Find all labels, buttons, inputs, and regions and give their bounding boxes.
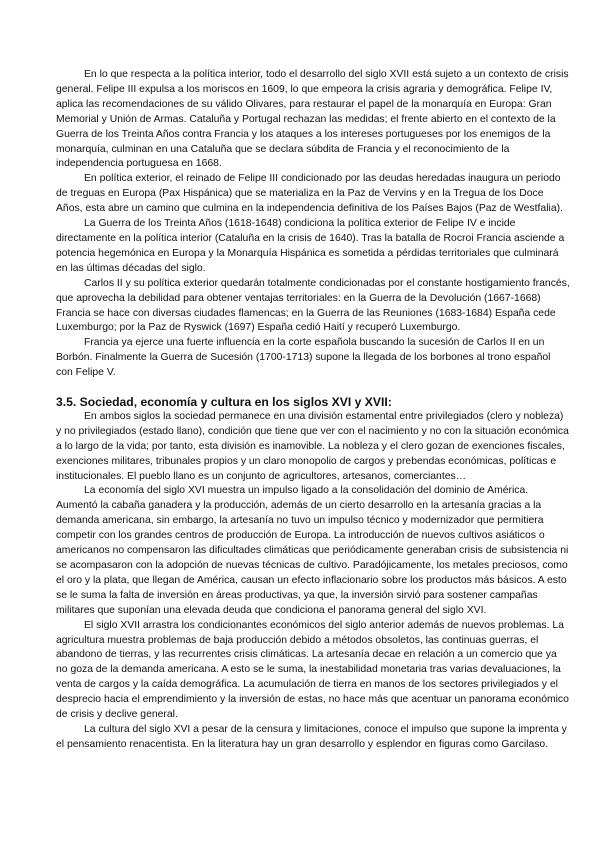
paragraph-economia-xvii: El siglo XVII arrastra los condicionantes económicos del siglo anterior además de nuevos problemas. La agricultura muestra problemas de baja producción debido a métodos obsoletos, las continuas guerras, el abandono de tierras, y las recurrentes crisis climáticas. La artesanía decae en relación a un comercio que ya no goza de la demanda americana. A esto se le suma, la inestabilidad monetaria tras varias devaluaciones, la venta de cargos y la caída demográfica. La acumulación de tierra en manos de los sectores privilegiados y el desprecio hacia el emprendimiento y la inversión de estas, no hace más que acentuar un panorama económico de crisis y declive general. [56, 619, 569, 721]
paragraph-economia-xvi: La economía del siglo XVI muestra un impulso ligado a la consolidación del dominio de América. Aumentó la cabaña ganadera y la producción, además de un cierto desarrollo en la artesanía gracias a la demanda americana, sin embargo, la artesanía no tuvo un impulso técnico y modernizador que permitiera competir con los grandes centros de producción de Europa. La introducción de nuevos cultivos asiáticos o americanos no compensaron las dificultades climáticas que periódicamente generaban crisis de subsistencia ni se acompasaron con la adopción de nuevas técnicas de cultivo. Paradójicamente, los metales preciosos, como el oro y la plata, que llegan de América, causan un efecto inflacionario sobre los productos más básicos. A esto se le suma la falta de inversión en áreas productivas, ya que, la inversión sirvió para sostener campañas militares que suponían una elevada deuda que condiciona el panorama general del siglo XVI. [56, 485, 569, 616]
document-page [56, 68, 570, 753]
paragraph-guerra-treinta-anos: La Guerra de los Treinta Años (1618-1648) condiciona la política exterior de Felipe IV e incide directamente en la política interior (Cataluña en la crisis de 1640). Tras la batalla de Rocroi Francia asciende a potencia hegemónica en Europa y la Monarquía Hispánica es sometida a pérdidas territoriales que culminará en las últimas décadas del siglo. [56, 218, 565, 274]
paragraph-politica-interior: En lo que respecta a la política interior, todo el desarrollo del siglo XVII está sujeto a un contexto de crisis general. Felipe III expulsa a los moriscos en 1609, lo que empeora la crisis agraria y demográfica. Felipe IV, aplica las recomendaciones de su válido Olivares, para restaurar el papel de la monarquía en Europa: Gran Memorial y Unión de Armas. Cataluña y Portugal rechazan las medidas; el frente abierto en el contexto de la Guerra de los Treinta Años contra Francia y los ataques a los intereses portugueses por los enemigos de la monarquía, culminan en una Cataluña que se declara súbdita de Francia y el reconocimiento de la independencia portuguesa en 1668. [56, 69, 569, 170]
section-heading: 3.5. Sociedad, economía y cultura en los siglos XVI y XVII: [56, 395, 392, 410]
paragraph-cultura: La cultura del siglo XVI a pesar de la censura y limitaciones, conoce el impulso que supone la imprenta y el pensamiento renacentista. En la literatura hay un gran desarrollo y esplendor en figuras como Garcilaso. [56, 723, 567, 750]
paragraph-sociedad: En ambos siglos la sociedad permanece en una división estamental entre privilegiados (clero y nobleza) y no privilegiados (estado llano), condición que tiene que ver con el nacimiento y no con la situación económica a lo largo de la vida; por tanto, esta división es inamovible. La nobleza y el clero gozan de exenciones fiscales, exenciones militares, tribunales propios y un claro monopolio de cargos y prebendas económicas, políticas e institucionales. El pueblo llano es un conjunto de agricultores, artesanos, comerciantes… [56, 410, 569, 482]
paragraph-sucesion: Francia ya ejerce una fuerte influencia en la corte española buscando la sucesión de Carlos II en un Borbón. Finalmente la Guerra de Sucesión (1700-1713) supone la llegada de los borbones al trono español con Felipe V. [56, 337, 551, 379]
paragraph-politica-exterior: En política exterior, el reinado de Felipe III condicionado por las deudas heredadas inaugura un periodo de treguas en Europa (Pax Hispánica) que se materializa en la Paz de Vervins y en la Tregua de los Doce Años, esta abre un camino que culmina en la independencia definitiva de los Países Bajos (Paz de Westfalia). [56, 173, 563, 215]
paragraph-carlos-ii: Carlos II y su política exterior quedarán totalmente condicionadas por el constante hostigamiento francés, que aprovecha la debilidad para obtener ventajas territoriales: en la Guerra de la Devolución (1667-1668) Francia se hace con diversas ciudades flamencas; en la Guerra de las Reuniones (1683-1684) España cede Luxemburgo; por la Paz de Ryswick (1697) España cedió Haití y recuperó Luxemburgo. [56, 277, 570, 334]
